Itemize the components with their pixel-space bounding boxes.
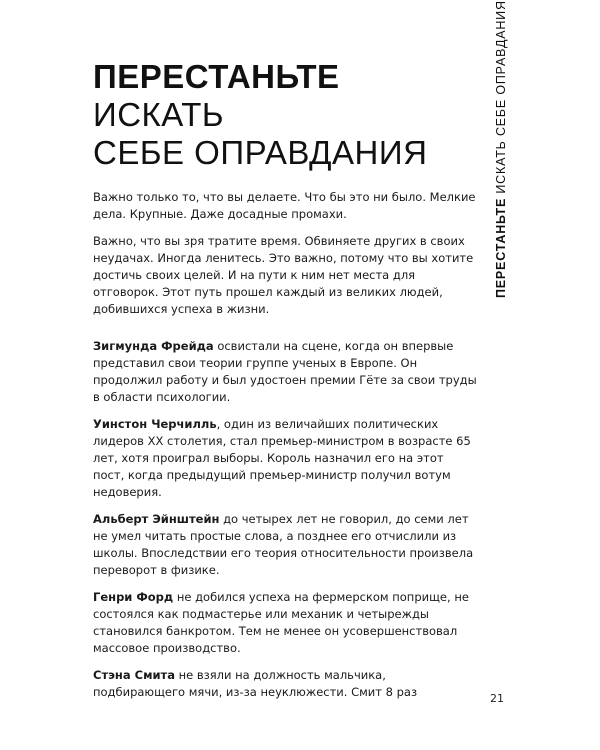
example-name: Генри Форд (93, 590, 174, 604)
running-header-bold: ПЕРЕСТАНЬТЕ (494, 197, 508, 298)
example-name: Стэна Смита (93, 668, 175, 682)
example-text: не добился успеха на фермерском поприще, не состоялся как подмастерье или механик и четырежды становился банкротом. Тем не менее он усовершенствовал массовое производство. (93, 590, 469, 655)
example-name: Уинстон Черчилль (93, 417, 217, 431)
example-ford (93, 589, 478, 657)
intro-paragraph-2: Важно, что вы зря тратите время. Обвиняете других в своих неудачах. Иногда ленитесь. Это важно, потому что вы хотите достичь своих целей. И на пути к ним нет места для отговорок. Этот путь прошел каждый из великих людей, добившихся успеха в жизни. (93, 234, 474, 316)
example-text: , один из величайших политических лидеров XX столетия, стал премьер-министром в возрасте 65 лет, хотя проиграл выборы. Король назначил его на этот пост, когда предыдущий премьер-министр получил вотум недоверия. (93, 417, 471, 499)
page-number: 21 (490, 692, 504, 705)
title-bold-word: ПЕРЕСТАНЬТЕ (93, 58, 340, 95)
example-text: не взяли на должность мальчика, подбирающего мячи, из-за неуклюжести. Смит 8 раз (93, 668, 418, 699)
example-name: Альберт Эйнштейн (93, 512, 220, 526)
page-title (93, 58, 453, 172)
running-header-rest: ИСКАТЬ СЕБЕ ОПРАВДАНИЯ (494, 0, 508, 194)
title-rest-line1: ИСКАТЬ (93, 96, 225, 133)
body-text (93, 189, 478, 711)
example-text: освистали на сцене, когда он впервые представил свои теории группе ученых в Европе. Он продолжил работу и был удостоен премии Гёте за свои труды в области психологии. (93, 339, 477, 404)
example-text: до четырех лет не говорил, до семи лет не умел читать простые слова, а позднее его отчислили из школы. Впоследствии его теория относительности произвела переворот в физике. (93, 512, 474, 577)
example-churchill (93, 416, 478, 501)
title-line2: СЕБЕ ОПРАВДАНИЯ (93, 134, 428, 171)
running-header (488, 0, 514, 298)
example-smith (93, 667, 478, 701)
example-einstein (93, 511, 478, 579)
example-name: Зигмунда Фрейда (93, 339, 214, 353)
intro-paragraph-1: Важно только то, что вы делаете. Что бы это ни было. Мелкие дела. Крупные. Даже досадные промахи. (93, 190, 476, 221)
example-freud (93, 338, 478, 406)
